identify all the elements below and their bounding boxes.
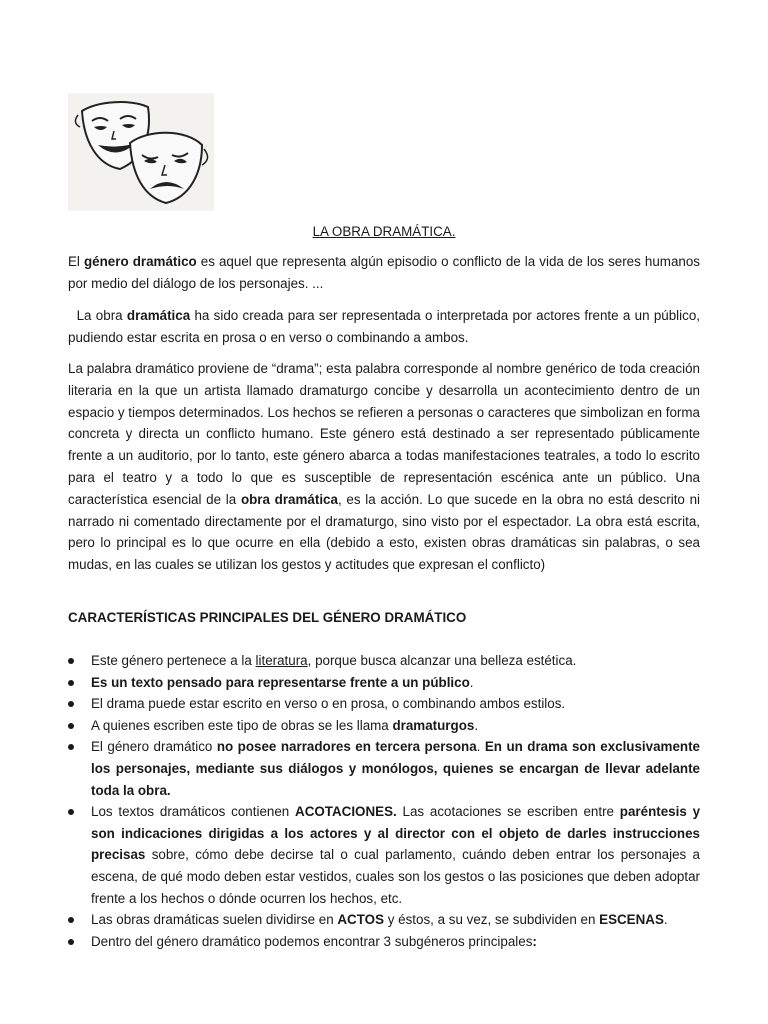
bullet-dot [68, 917, 74, 923]
list-item: Este género pertenece a la literatura, porque busca alcanzar una belleza estética. [68, 650, 700, 672]
bullet-dot [68, 744, 74, 750]
list-item: El drama puede estar escrito en verso o en prosa, o combinando ambos estilos. [68, 693, 700, 715]
bullet-dot [68, 680, 74, 686]
list-item: Dentro del género dramático podemos encontrar 3 subgéneros principales: [68, 931, 700, 953]
theater-masks-icon [68, 93, 214, 211]
paragraph-obra: La obra dramática ha sido creada para ser representada o interpretada por actores frente a un público, pudiendo estar escrita en prosa o en verso o combinando a ambos. [68, 308, 700, 345]
bullet-dot [68, 701, 74, 707]
paragraph-intro: El género dramático es aquel que representa algún episodio o conflicto de la vida de los seres humanos por medio del diálogo de los personajes. ... [68, 254, 700, 291]
paragraph-definition: La palabra dramático proviene de “drama”; esta palabra corresponde al nombre genérico de toda creación literaria en la que un artista llamado dramaturgo concibe y desarrolla un acontecimiento dentro de un espacio y tiempos determinados. Los hechos se refieren a personas o caracteres que simbolizan en forma concreta y directa un conflicto humano. Este género está destinado a ser representado públicamente frente a un auditorio, por lo tanto, este género abarca a todas manifestaciones teatrales, a todo lo escrito para el teatro y a todo lo que es susceptible de representación escénica ante un público. Una característica esencial de la obra dramática, es la acción. Lo que sucede en la obra no está descrito ni narrado ni comentado directamente por el dramaturgo, sino visto por el espectador. La obra está escrita, pero lo principal es lo que ocurre en ella (debido a esto, existen obras dramáticas sin palabras, o sea mudas, en las cuales se utilizan los gestos y actitudes que expresan el conflicto) [68, 361, 700, 573]
bullet-dot [68, 939, 74, 945]
list-item: Es un texto pensado para representarse frente a un público. [68, 672, 700, 694]
bullet-dot [68, 658, 74, 664]
page-title: LA OBRA DRAMÁTICA. [312, 224, 456, 239]
literatura-link[interactable]: literatura [255, 653, 308, 668]
list-item: Las obras dramáticas suelen dividirse en ACTOS y éstos, a su vez, se subdividen en ESCENAS. [68, 909, 700, 931]
bullet-dot [68, 809, 74, 815]
list-item: El género dramático no posee narradores en tercera persona. En un drama son exclusivamente los personajes, mediante sus diálogos y monólogos, quienes se encargan de llevar adelante toda la obra. [68, 736, 700, 801]
section-heading: CARACTERÍSTICAS PRINCIPALES DEL GÉNERO DRAMÁTICO [68, 610, 467, 625]
bullet-dot [68, 723, 74, 729]
list-item: Los textos dramáticos contienen ACOTACIONES. Las acotaciones se escriben entre paréntesis y son indicaciones dirigidas a los actores y al director con el objeto de darles instrucciones precisas sobre, cómo debe decirse tal o cual parlamento, cuándo deben entrar los personajes a escena, de qué modo deben estar vestidos, cuales son los gestos o las posiciones que deben adoptar frente a los hechos o dónde ocurren los hechos, etc. [68, 801, 700, 909]
characteristics-list [68, 650, 700, 952]
list-item: A quienes escriben este tipo de obras se les llama dramaturgos. [68, 715, 700, 737]
